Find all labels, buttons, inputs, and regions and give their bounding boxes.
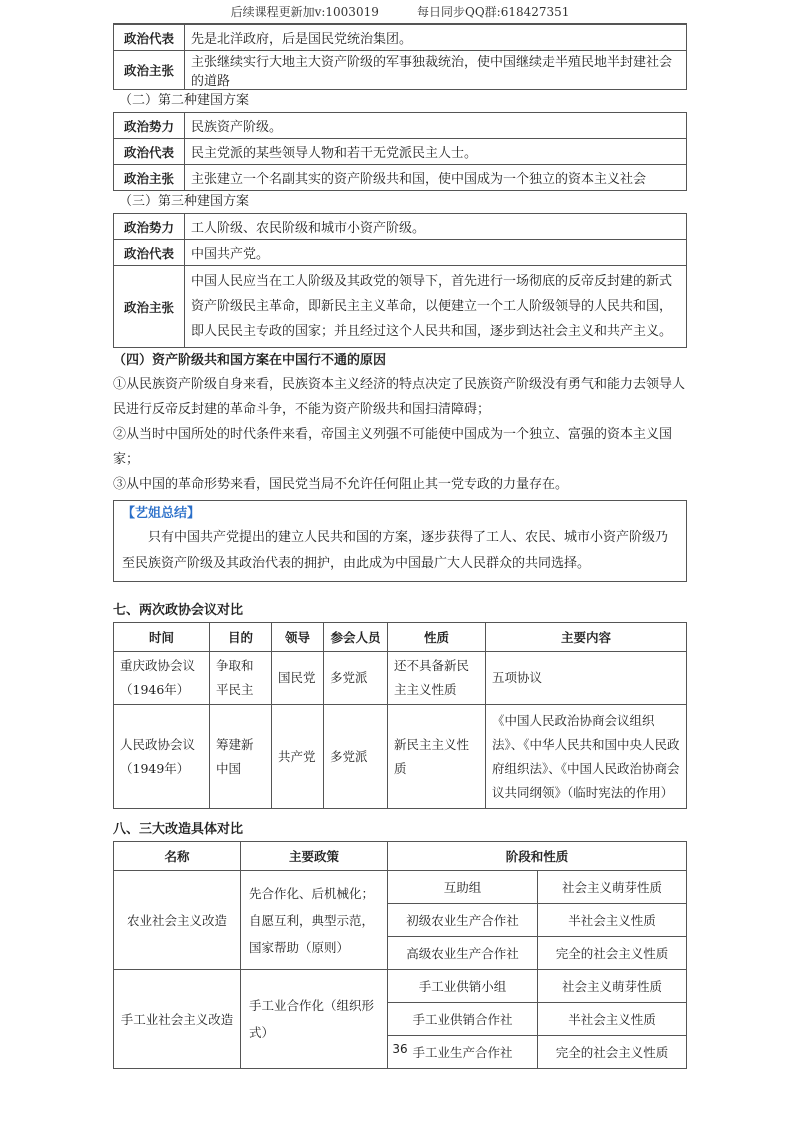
table-row <box>114 970 687 1003</box>
reason-item: ③从中国的革命形势来看，国民党当局不允许任何阻止其一党专政的力量存在。 <box>113 477 569 492</box>
table-row <box>114 139 687 165</box>
stage-cell: 初级农业生产合作社 <box>388 904 538 937</box>
column-header: 目的 <box>210 623 272 652</box>
reform-policy: 手工业合作化（组织形式） <box>241 970 388 1069</box>
table-row <box>114 240 687 266</box>
row-key: 政治代表 <box>114 240 185 266</box>
table-row <box>114 51 687 90</box>
column-header: 参会人员 <box>324 623 388 652</box>
row-value: 先是北洋政府，后是国民党统治集团。 <box>185 25 687 51</box>
table-cell: 筹建新中国 <box>210 705 272 809</box>
row-value: 民主党派的某些领导人物和若干无党派民主人士。 <box>185 139 687 165</box>
plan3-table <box>113 213 687 348</box>
column-header: 时间 <box>114 623 210 652</box>
table-cell: 还不具备新民主主义性质 <box>388 652 486 705</box>
table-cell: 国民党 <box>272 652 324 705</box>
nature-cell: 社会主义萌芽性质 <box>538 871 687 904</box>
column-header: 阶段和性质 <box>388 842 687 871</box>
table-cell: 五项协议 <box>486 652 687 705</box>
reason-item: ②从当时中国所处的时代条件来看，帝国主义列强不可能使中国成为一个独立、富强的资本主义国家； <box>113 427 673 467</box>
section7-title: 七、两次政协会议对比 <box>113 603 244 618</box>
row-value: 工人阶级、农民阶级和城市小资产阶级。 <box>185 214 687 240</box>
reform-policy: 先合作化、后机械化；自愿互利，典型示范，国家帮助（原则） <box>241 871 388 970</box>
stage-cell: 手工业供销合作社 <box>388 1003 538 1036</box>
row-value: 主张建立一个名副其实的资产阶级共和国，使中国成为一个独立的资本主义社会 <box>185 165 687 191</box>
table-header-row <box>114 842 687 871</box>
row-key: 政治势力 <box>114 113 185 139</box>
column-header: 性质 <box>388 623 486 652</box>
page-number: 36 <box>392 1042 408 1056</box>
plan1-table <box>113 24 687 90</box>
nature-cell: 完全的社会主义性质 <box>538 1036 687 1069</box>
plan2-title: （二）第二种建国方案 <box>119 93 250 108</box>
stage-cell: 互助组 <box>388 871 538 904</box>
row-key: 政治主张 <box>114 266 185 348</box>
row-value: 民族资产阶级。 <box>185 113 687 139</box>
table-header-row <box>114 623 687 652</box>
row-key: 政治主张 <box>114 51 185 90</box>
reason-item: ①从民族资产阶级自身来看，民族资本主义经济的特点决定了民族资产阶级没有勇气和能力去领导人民进行反帝反封建的革命斗争，不能为资产阶级共和国扫清障碍； <box>113 377 686 417</box>
nature-cell: 半社会主义性质 <box>538 1003 687 1036</box>
table-cell: 共产党 <box>272 705 324 809</box>
table-cell: 重庆政协会议（1946年） <box>114 652 210 705</box>
nature-cell: 完全的社会主义性质 <box>538 937 687 970</box>
table-cell: 人民政协会议（1949年） <box>114 705 210 809</box>
plan2-table <box>113 112 687 191</box>
row-key: 政治势力 <box>114 214 185 240</box>
stage-cell: 手工业生产合作社 <box>388 1036 538 1069</box>
table-row <box>114 266 687 348</box>
row-key: 政治主张 <box>114 165 185 191</box>
table-row <box>114 705 687 809</box>
table-cell: 争取和平民主 <box>210 652 272 705</box>
column-header: 主要政策 <box>241 842 388 871</box>
row-key: 政治代表 <box>114 25 185 51</box>
reform-name: 农业社会主义改造 <box>114 871 241 970</box>
table-row <box>114 871 687 904</box>
summary-box <box>113 500 687 582</box>
table-row <box>114 652 687 705</box>
page-header: 后续课程更新加v:1003019 每日同步QQ群:618427351 <box>230 5 570 19</box>
table-cell: 《中国人民政治协商会议组织法》、《中华人民共和国中央人民政府组织法》、《中国人民政治协商会议共同纲领》（临时宪法的作用） <box>486 705 687 809</box>
section8-table <box>113 841 687 1069</box>
stage-cell: 高级农业生产合作社 <box>388 937 538 970</box>
section7-table <box>113 622 687 809</box>
nature-cell: 社会主义萌芽性质 <box>538 970 687 1003</box>
row-value: 主张继续实行大地主大资产阶级的军事独裁统治，使中国继续走半殖民地半封建社会的道路 <box>185 51 687 90</box>
column-header: 名称 <box>114 842 241 871</box>
column-header: 主要内容 <box>486 623 687 652</box>
table-row <box>114 165 687 191</box>
reasons-title: （四）资产阶级共和国方案在中国行不通的原因 <box>113 353 387 368</box>
reform-name: 手工业社会主义改造 <box>114 970 241 1069</box>
nature-cell: 半社会主义性质 <box>538 904 687 937</box>
summary-text: 只有中国共产党提出的建立人民共和国的方案，逐步获得了工人、农民、城市小资产阶级乃至民族资产阶级及其政治代表的拥护，由此成为中国最广大人民群众的共同选择。 <box>122 530 669 571</box>
table-row <box>114 214 687 240</box>
table-row <box>114 25 687 51</box>
row-value: 中国共产党。 <box>185 240 687 266</box>
table-row <box>114 113 687 139</box>
table-cell: 多党派 <box>324 705 388 809</box>
plan3-title: （三）第三种建国方案 <box>119 194 250 209</box>
section8-title: 八、三大改造具体对比 <box>113 822 244 837</box>
row-key: 政治代表 <box>114 139 185 165</box>
row-value: 中国人民应当在工人阶级及其政党的领导下，首先进行一场彻底的反帝反封建的新式资产阶级民主革命，即新民主主义革命，以便建立一个工人阶级领导的人民共和国，即人民民主专政的国家；并且经过这个人民共和国，逐步到达社会主义和共产主义。 <box>185 266 687 348</box>
table-cell: 新民主主义性质 <box>388 705 486 809</box>
page-body <box>113 0 687 1069</box>
stage-cell: 手工业供销小组 <box>388 970 538 1003</box>
table-cell: 多党派 <box>324 652 388 705</box>
summary-tag: 【艺姐总结】 <box>122 506 201 521</box>
column-header: 领导 <box>272 623 324 652</box>
